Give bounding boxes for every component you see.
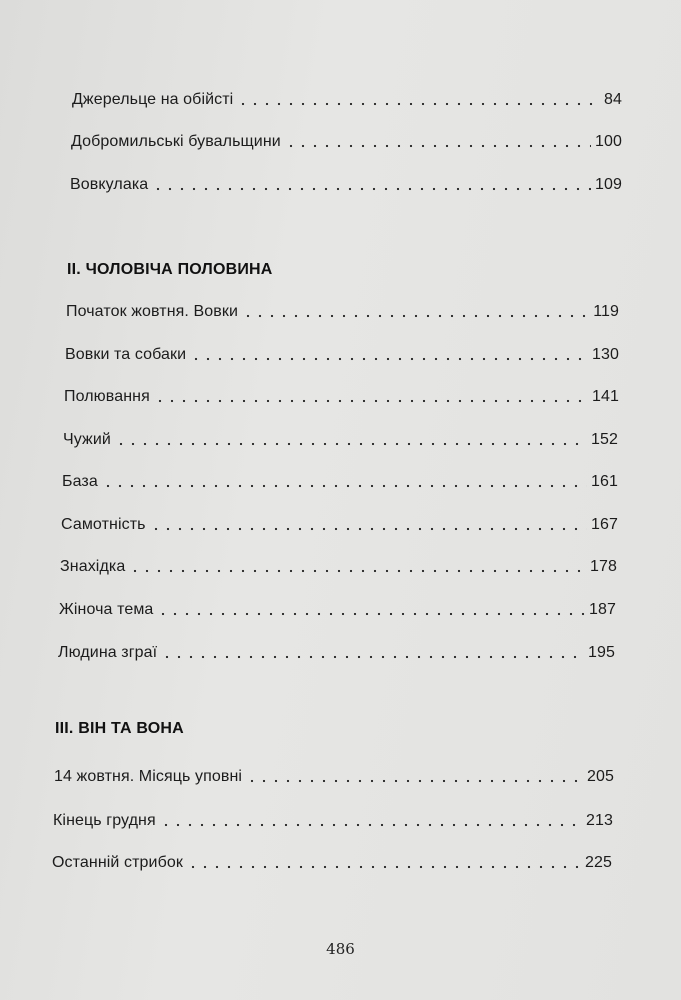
- toc-entry-page: 213: [586, 812, 613, 829]
- toc-entry: [71, 132, 622, 152]
- toc-entry: [62, 472, 618, 492]
- toc-entry: [63, 430, 618, 450]
- toc-entry-page: 141: [592, 388, 619, 405]
- toc-entry-page: 84: [604, 91, 622, 108]
- toc-leader-dots: [150, 527, 587, 531]
- toc-entry: [52, 853, 612, 873]
- toc-entry-title: База: [62, 473, 98, 490]
- toc-entry: [61, 515, 618, 535]
- toc-entry-page: 205: [587, 768, 614, 785]
- toc-leader-dots: [187, 865, 581, 869]
- toc-entry: [65, 345, 619, 365]
- section-heading: II. ЧОЛОВІЧА ПОЛОВИНА: [67, 261, 273, 278]
- toc-entry-title: Людина зграї: [58, 644, 158, 661]
- toc-entry-title: Чужий: [63, 431, 111, 448]
- toc-leader-dots: [154, 399, 588, 403]
- toc-leader-dots: [161, 655, 584, 659]
- toc-leader-dots: [242, 314, 589, 318]
- toc-leader-dots: [237, 102, 600, 106]
- toc-entry-title: Останній стрибок: [52, 854, 183, 871]
- toc-entry-page: 225: [585, 854, 612, 871]
- toc-entry-title: Добромильські бувальщини: [71, 133, 281, 150]
- toc-entry: [53, 811, 613, 831]
- toc-entry-title: Вовки та собаки: [65, 346, 187, 363]
- toc-leader-dots: [102, 484, 587, 488]
- toc-leader-dots: [285, 144, 591, 148]
- toc-entry-title: Початок жовтня. Вовки: [66, 303, 238, 320]
- toc-entry-title: 14 жовтня. Місяць уповні: [54, 768, 243, 785]
- section-heading: III. ВІН ТА ВОНА: [55, 720, 184, 737]
- toc-leader-dots: [152, 187, 591, 191]
- toc-entry: [64, 387, 619, 407]
- toc-entry-page: 187: [589, 601, 616, 618]
- toc-entry-page: 167: [591, 516, 618, 533]
- toc-entry-title: Полювання: [64, 388, 150, 405]
- page-number: 486: [326, 940, 355, 958]
- toc-entry-title: Вовкулака: [70, 176, 149, 193]
- toc-leader-dots: [115, 442, 587, 446]
- toc-entry-page: 195: [588, 644, 615, 661]
- toc-leader-dots: [190, 357, 588, 361]
- toc-entry: [59, 600, 616, 620]
- toc-entry-title: Жіноча тема: [59, 601, 154, 618]
- toc-entry-page: 161: [591, 473, 618, 490]
- toc-entry-page: 130: [592, 346, 619, 363]
- toc-entry-page: 100: [595, 133, 622, 150]
- toc-entry: [54, 767, 614, 787]
- toc-leader-dots: [246, 779, 583, 783]
- toc-entry-title: Самотність: [61, 516, 146, 533]
- toc-entry: [66, 302, 619, 322]
- toc-entry-title: Знахідка: [60, 558, 126, 575]
- toc-entry-title: Джерельце на обійсті: [72, 91, 234, 108]
- toc-entry-page: 119: [593, 303, 619, 320]
- toc-entry: [72, 90, 622, 110]
- toc-leader-dots: [160, 823, 582, 827]
- toc-entry-page: 109: [595, 176, 622, 193]
- toc-leader-dots: [157, 612, 585, 616]
- toc-leader-dots: [129, 569, 586, 573]
- toc-entry-title: Кінець грудня: [53, 812, 156, 829]
- toc-entry: [70, 175, 622, 195]
- toc-entry: [58, 643, 615, 663]
- toc-entry-page: 178: [590, 558, 617, 575]
- toc-entry-page: 152: [591, 431, 618, 448]
- toc-entry: [60, 557, 617, 577]
